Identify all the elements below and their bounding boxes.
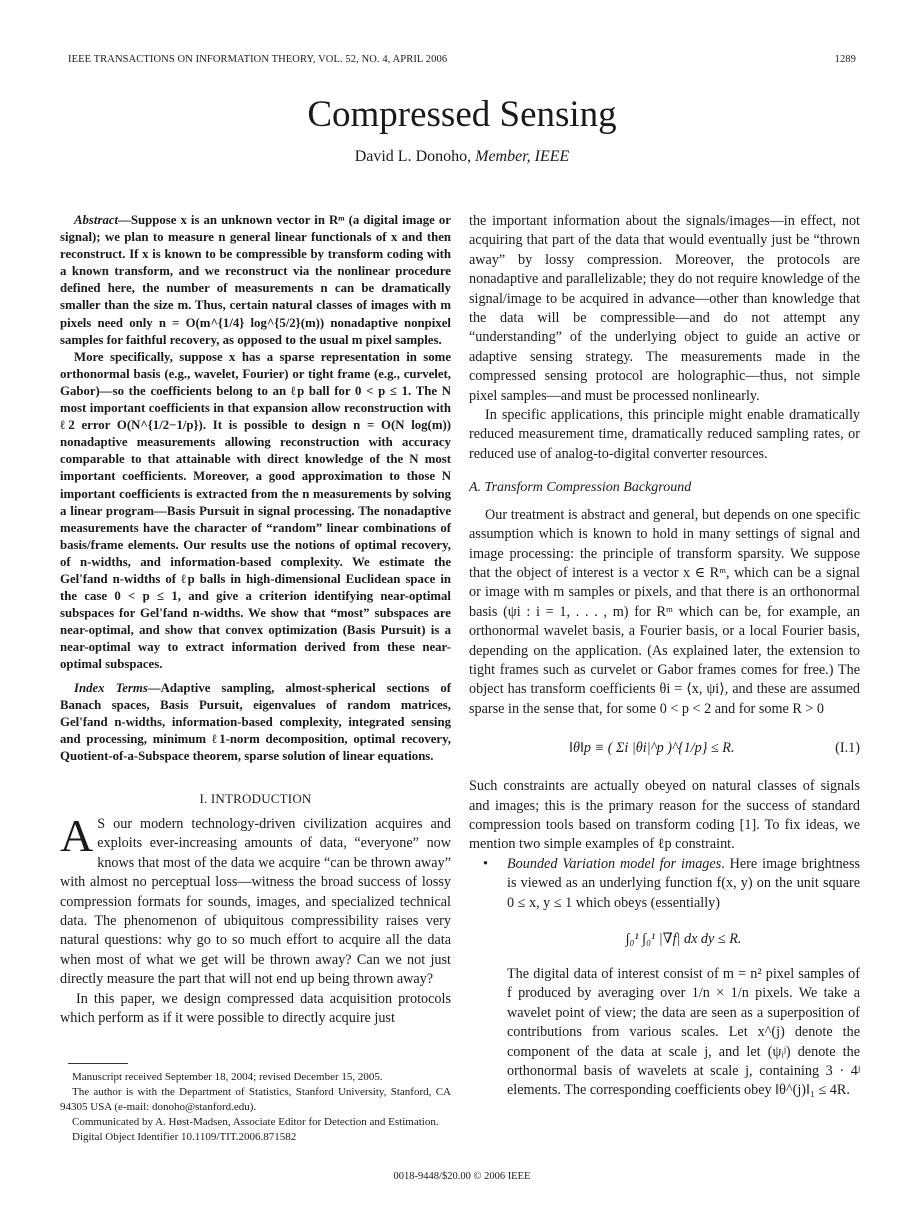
author-line	[0, 148, 924, 166]
equation-bv: ∫₀¹ ∫₀¹ |∇f| dx dy ≤ R.	[625, 931, 742, 947]
left-column	[60, 212, 451, 1028]
abstract-label: Abstract—	[74, 213, 131, 227]
abstract-paragraph-2: More specifically, suppose x has a sparse representation in some orthonormal basis (e.g., wavelet, Fourier) or tight frame (e.g., curvelet, Gabor)—so the coefficients belong to an ℓp ball for 0 < p ≤ 1. The N most important coefficients in that expansion allow reconstruction with ℓ2 error O(N^{1/2−1/p}). It is possible to design n = O(N log(m)) nonadaptive measurements allowing reconstruction with accuracy comparable to that attainable with direct knowledge of the N most important coefficients. Moreover, a good approximation to those N important coefficients is extracted from the n measurements by solving a linear program—Basis Pursuit in signal processing. The nonadaptive measurements have the character of “random” linear combinations of basis/frame elements. Our results use the notions of optimal recovery, of n-widths, and information-based complexity. We estimate the Gel'fand n-widths of ℓp balls in high-dimensional Euclidean space in the case 0 < p ≤ 1, and give a criterion identifying near-optimal subspaces for Gel'fand n-widths. We show that “most” subspaces are near-optimal, and show that convex optimization (Basis Pursuit) is a near-optimal way to extract information derived from these near-optimal subspaces.	[60, 349, 451, 672]
intro-paragraph-2: In this paper, we design compressed data acquisition protocols which perform as if it were possible to directly acquire just	[60, 990, 451, 1027]
paper-title: Compressed Sensing	[307, 94, 617, 135]
index-terms-text: Adaptive sampling, almost-spherical sections of Banach spaces, Basis Pursuit, eigenvalues of random matrices, Gel'fand n-widths, information-based complexity, integrated sensing and processing, minimum ℓ1-norm decomposition, optimal recovery, Quotient-of-a-Subspace theorem, sparse solution of linear equations.	[60, 680, 451, 763]
index-terms-label: Index Terms—	[74, 680, 161, 695]
copyright-line: 0018-9448/$20.00 © 2006 IEEE	[393, 1171, 531, 1182]
section-heading-introduction: I. INTRODUCTION	[199, 791, 312, 806]
footnote-1: Manuscript received September 18, 2004; revised December 15, 2005.	[72, 1071, 383, 1083]
right-paragraph-5: The digital data of interest consist of m = n² pixel samples of f produced by averaging over 1/n × 1/n pixels. We take a wavelet point of view; the data are seen as a superposition of contributions from various scales. Let x^(j) denote the component of the data at scale j, and let (ψᵢʲ) denote the orthonormal basis of wavelets at scale j, containing 3 · 4ʲ elements. The corresponding coefficients obey ‖θ^(j)‖₁ ≤ 4R.	[507, 966, 860, 1099]
bullet-icon: •	[483, 855, 488, 872]
footnote-rule	[68, 1063, 128, 1064]
intro-body	[60, 810, 451, 1028]
bullet-title: Bounded Variation model for images	[507, 855, 722, 872]
author-name: David L. Donoho,	[354, 148, 472, 165]
right-column	[469, 212, 860, 1101]
abstract	[60, 212, 451, 765]
journal-header: IEEE TRANSACTIONS ON INFORMATION THEORY, VOL. 52, NO. 4, APRIL 2006	[68, 54, 448, 65]
list-item-bounded-variation	[469, 855, 860, 1101]
drop-cap: A	[60, 810, 94, 861]
footnotes	[60, 1070, 451, 1145]
intro-paragraph-1: S our modern technology-driven civilization acquires and exploits ever-increasing amounts of data, “everyone” now knows that most of the data we acquire “can be thrown away” with almost no perceptual loss—witness the broad success of lossy compression formats for sounds, images, and specialized technical data. The phenomenon of ubiquitous compressibility raises very natural questions: why go to so much effort to acquire all the data when most of what we get will be thrown away? Can we not just directly measure the part that will not end up being thrown away?	[60, 816, 451, 988]
author-affiliation: Member, IEEE	[475, 148, 570, 165]
right-paragraph-2: In specific applications, this principle might enable dramatically reduced measurement time, dramatically reduced sampling rates, or reduced use of analog-to-digital converter resources.	[469, 407, 860, 462]
bullet-text: . Here image brightness is viewed as an underlying function f(x, y) on the unit square 0 ≤ x, y ≤ 1 which obeys (essentially)	[507, 855, 860, 911]
right-paragraph-4: Such constraints are actually obeyed on natural classes of signals and images; this is the primary reason for the success of standard compression tools based on transform coding [1]. To fix ideas, we mention two simple examples of ℓp constraint.	[469, 778, 860, 853]
right-paragraph-1: the important information about the signals/images—in effect, not acquiring that part of the data that would eventually just be “thrown away” by lossy compression. Moreover, the protocols are nonadaptive and parallelizable; they do not require knowledge of the signal/image to be acquired in advance—other than knowledge that the data will be compressible—and do not attempt any “understanding” of the underlying object to guide an active or adaptive sensing strategy. The measurements made in the compressed sensing protocol are holographic—thus, not simple pixel samples—and must be processed nonlinearly.	[469, 213, 860, 404]
page-number: 1289	[834, 54, 856, 65]
right-paragraph-3: Our treatment is abstract and general, but depends on one specific assumption which is known to hold in many settings of signal and image processing: the principle of transform sparsity. We suppose that the object of interest is a vector x ∈ Rᵐ, which can be a signal or image with m samples or pixels, and that there is an orthonormal basis (ψi : i = 1, . . . , m) for Rᵐ which can be, for example, an orthonormal wavelet basis, a Fourier basis, or a local Fourier basis, depending on the application. (As explained later, the extension to tight frames such as curvelet or Gabor frames comes for free.) The object has transform coefficients θi = ⟨x, ψi⟩, and these are assumed sparse in the sense that, for some 0 < p < 2 and for some R > 0	[469, 506, 860, 717]
abstract-paragraph-1: Suppose x is an unknown vector in Rᵐ (a digital image or signal); we plan to measure n general linear functionals of x and then reconstruct. If x is known to be compressible by transform coding with a known transform, and we reconstruct via the nonlinear procedure defined here, the number of measurements n can be dramatically smaller than the size m. Thus, certain natural classes of images with m pixels need only n = O(m^{1/4} log^{5/2}(m)) nonadaptive nonpixel samples for faithful recovery, as opposed to the usual m pixel samples.	[60, 213, 451, 347]
equation-I1-row	[469, 725, 860, 777]
equation-I1-number: (I.1)	[835, 740, 860, 757]
footnote-3: Communicated by A. Høst-Madsen, Associate Editor for Detection and Estimation.	[72, 1116, 439, 1128]
footnote-2: The author is with the Department of Statistics, Stanford University, Stanford, CA 94305 USA (e-mail: donoho@stanford.edu).	[60, 1086, 451, 1113]
footnote-4: Digital Object Identifier 10.1109/TIT.2006.871582	[72, 1131, 297, 1143]
equation-I1: ‖θ‖p ≡ ( Σi |θi|^p )^{1/p} ≤ R.	[569, 740, 735, 757]
subsection-heading: A. Transform Compression Background	[469, 480, 692, 496]
